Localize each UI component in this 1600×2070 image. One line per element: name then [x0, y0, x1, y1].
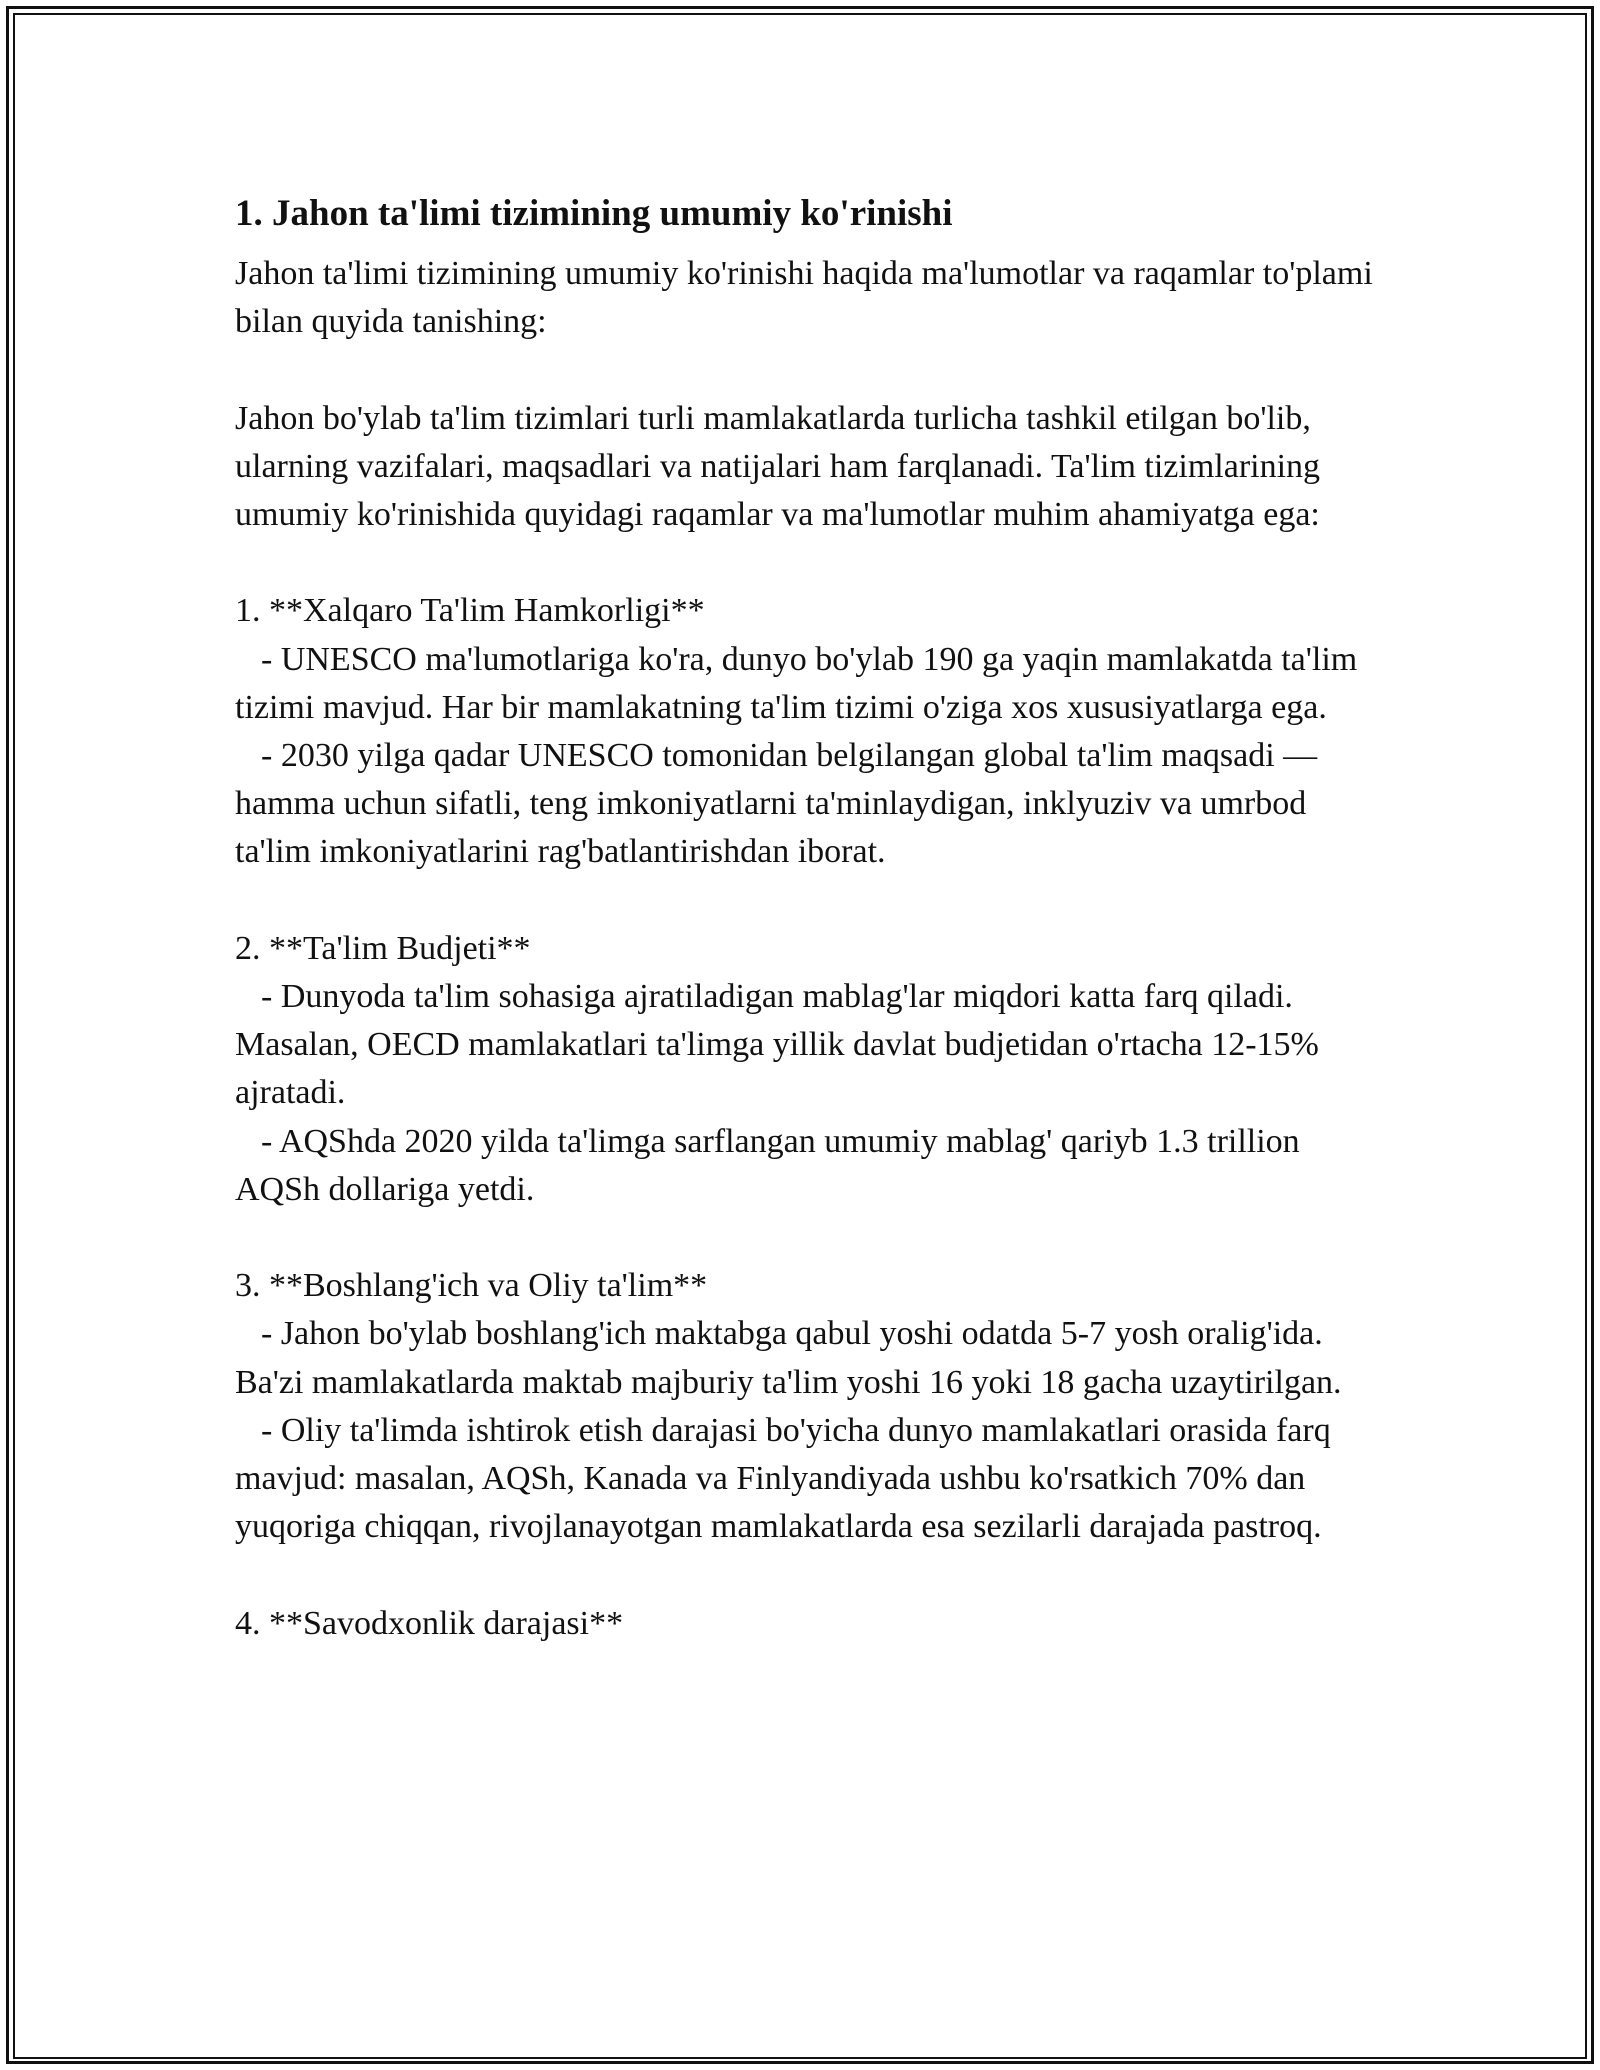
list-item-point: - 2030 yilga qadar UNESCO tomonidan belgilangan global ta'lim maqsadi — hamma uchun sifatli, teng imkoniyatlarni ta'minlaydigan, inklyuziv va umrbod ta'lim imkoniyatlarini rag'batlantirishdan iborat. [235, 737, 1326, 871]
list-item-point: - Jahon bo'ylab boshlang'ich maktabga qabul yoshi odatda 5-7 yosh oralig'ida. Ba'zi mamlakatlarda maktab majburiy ta'lim yoshi 16 yoki 18 gacha uzaytirilgan. [235, 1315, 1342, 1401]
list-item-point: - Dunyoda ta'lim sohasiga ajratiladigan mablag'lar miqdori katta farq qiladi. Masalan, OECD mamlakatlari ta'limga yillik davlat budjetidan o'rtacha 12-15% ajratadi. [235, 978, 1328, 1112]
list-item-point: - Oliy ta'limda ishtirok etish darajasi bo'yicha dunyo mamlakatlari orasida farq mavjud: masalan, AQSh, Kanada va Finlyandiyada ushbu ko'rsatkich 70% dan yuqoriga chiqqan, rivojlanayotgan mamlakatlarda esa sezilarli darajada pastroq. [235, 1411, 1340, 1546]
section-heading: 1. Jahon ta'limi tizimining umumiy ko'rinishi [235, 193, 953, 234]
document-body [235, 188, 1382, 1648]
list-item-title: 4. **Savodxonlik darajasi** [235, 1604, 624, 1642]
intro-paragraph: Jahon ta'limi tizimining umumiy ko'rinishi haqida ma'lumotlar va raqamlar to'plami bilan quyida tanishing: [235, 255, 1382, 341]
list-item-title: 2. **Ta'lim Budjeti** [235, 929, 531, 967]
list-item-title: 1. **Xalqaro Ta'lim Hamkorligi** [235, 592, 705, 630]
list-item-point: - AQShda 2020 yilda ta'limga sarflangan umumiy mablag' qariyb 1.3 trillion AQSh dollariga yetdi. [235, 1122, 1307, 1208]
overview-paragraph: Jahon bo'ylab ta'lim tizimlari turli mamlakatlarda turlicha tashkil etilgan bo'lib, ularning vazifalari, maqsadlari va natijalari ham farqlanadi. Ta'lim tizimlarining umumiy ko'rinishida quyidagi raqamlar va ma'lumotlar muhim ahamiyatga ega: [235, 399, 1329, 533]
list-item-title: 3. **Boshlang'ich va Oliy ta'lim** [235, 1267, 708, 1305]
list-item-point: - UNESCO ma'lumotlariga ko'ra, dunyo bo'ylab 190 ga yaqin mamlakatda ta'lim tizimi mavjud. Har bir mamlakatning ta'lim tizimi o'ziga xos xususiyatlarga ega. [235, 640, 1366, 726]
